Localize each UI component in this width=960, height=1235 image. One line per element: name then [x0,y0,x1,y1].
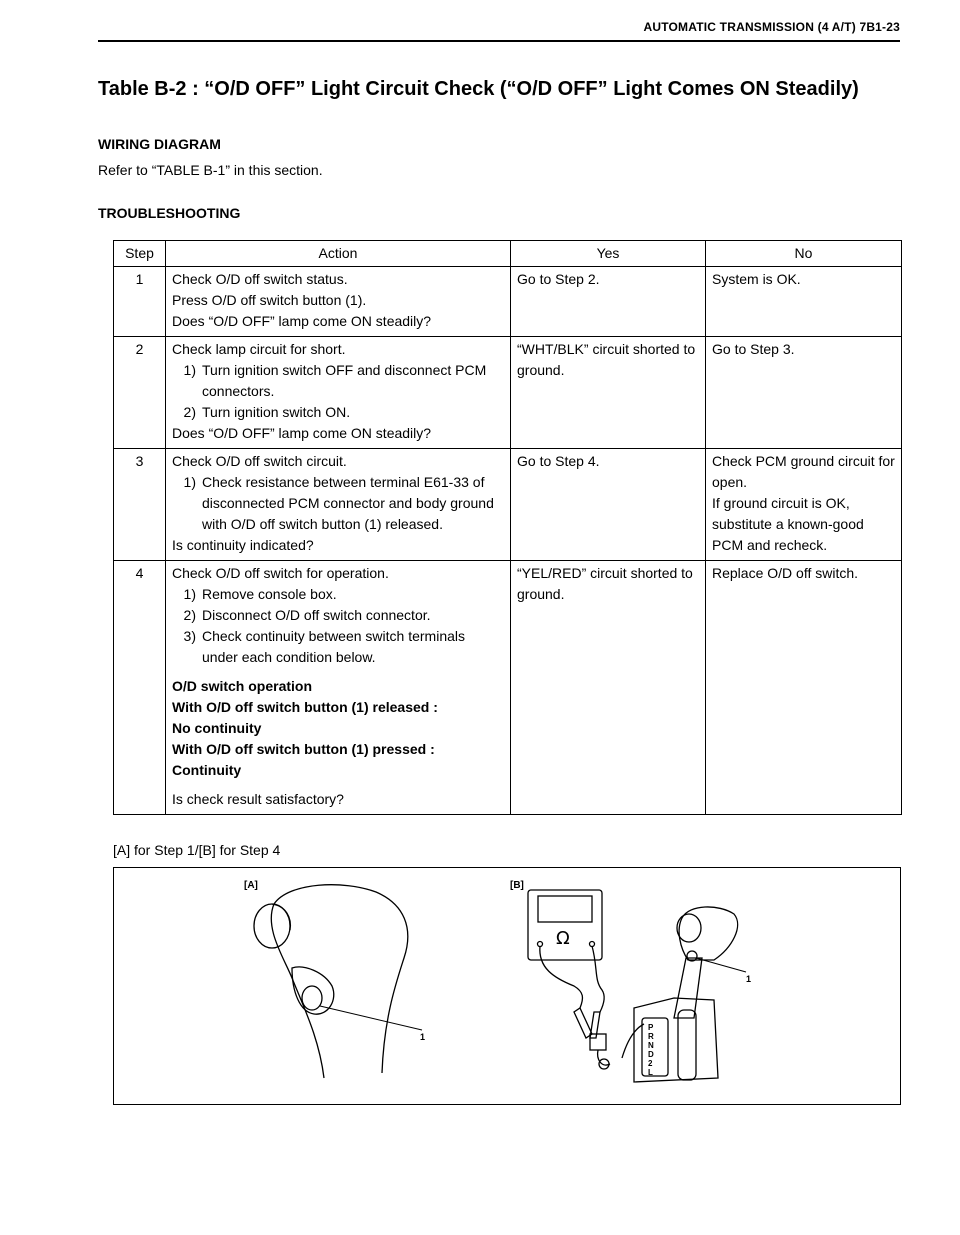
console-edge [622,1024,644,1058]
substep-number: 3) [183,628,196,644]
ohmmeter-body-icon [528,890,602,960]
knob-outline-right [274,885,408,1073]
callout-label: 1 [746,974,752,984]
shift-lever-icon [674,958,702,1018]
substep-text: Turn ignition switch ON. [202,404,351,420]
action-cell [166,449,511,561]
switch-illustration-figure [113,867,901,1105]
troubleshooting-heading: TROUBLESHOOTING [98,205,241,221]
table-row [114,561,902,815]
substep-number: 1) [183,474,196,490]
substep-text: Disconnect O/D off switch connector. [202,607,431,623]
substep-text: Check resistance between terminal E61-33 of disconnected PCM connector and body ground with O/D off switch button (1) released. [202,474,494,532]
spec-line: No continuity [172,720,262,736]
gate-letter: 2 [648,1059,653,1068]
action-substep [172,360,504,402]
action-line: Press O/D off switch button (1). [172,292,367,308]
shift-gate-slot [678,1010,696,1080]
table-row [114,267,902,337]
table-row [114,449,902,561]
shift-knob-icon [679,907,738,960]
column-header-no: No [706,241,902,267]
header-rule [98,40,900,42]
substep-text: Check continuity between switch terminals under each condition below. [202,628,466,665]
panel-a-shift-knob [244,880,425,1078]
substep-number: 1) [183,586,196,602]
troubleshooting-table [113,240,902,815]
step-number: 2 [114,337,166,449]
action-substep [172,605,504,626]
table-header-row [114,241,902,267]
action-intro: Check O/D off switch for operation. [172,565,389,581]
gate-letter: N [648,1041,654,1050]
panel-b-label: [B] [510,880,524,891]
ohmmeter-display [538,896,592,922]
test-lead-wire [540,946,583,1008]
action-cell [166,337,511,449]
callout-line [320,1006,422,1030]
column-header-step: Step [114,241,166,267]
column-header-yes: Yes [511,241,706,267]
switch-connector-icon [590,1034,606,1050]
action-cell [166,561,511,815]
probe-icon [574,1008,592,1038]
no-cell: System is OK. [706,267,902,337]
action-substep [172,584,504,605]
column-header-action: Action [166,241,511,267]
action-substep [172,472,504,535]
action-substep [172,626,504,668]
action-line: Check O/D off switch status. [172,271,348,287]
illustration-svg [114,868,900,1104]
knob-cap-icon [677,914,701,942]
action-question: Does “O/D OFF” lamp come ON steadily? [172,425,432,441]
callout-label: 1 [420,1032,426,1042]
action-intro: Check lamp circuit for short. [172,341,346,357]
running-head: AUTOMATIC TRANSMISSION (4 A/T) 7B1-23 [643,20,900,34]
meter-terminal [538,942,543,947]
page-title: Table B-2 : “O/D OFF” Light Circuit Check (“O/D OFF” Light Comes ON Steadily) [98,78,859,100]
switch-operation-spec [172,676,504,781]
action-substep [172,402,504,423]
figure-caption: [A] for Step 1/[B] for Step 4 [113,842,281,858]
panel-b-continuity-check [510,880,751,1082]
substep-number: 2) [183,607,196,623]
action-cell [166,267,511,337]
spec-line: O/D switch operation [172,678,313,694]
gate-letter: R [648,1032,654,1041]
yes-cell: “WHT/BLK” circuit shorted to ground. [511,337,706,449]
spec-line: Continuity [172,762,242,778]
ohm-symbol: Ω [556,928,570,949]
no-line: Check PCM ground circuit for open. [712,453,895,490]
connector-plug [599,1059,609,1069]
meter-terminal [590,942,595,947]
table-row [114,337,902,449]
gate-letter: L [648,1068,653,1077]
yes-cell: “YEL/RED” circuit shorted to ground. [511,561,706,815]
wiring-diagram-heading: WIRING DIAGRAM [98,136,221,152]
action-line: Does “O/D OFF” lamp come ON steadily? [172,313,432,329]
substep-text: Turn ignition switch OFF and disconnect PCM connectors. [202,362,487,399]
button-recess [292,967,334,1014]
gate-letter: P [648,1023,654,1032]
yes-cell: Go to Step 2. [511,267,706,337]
action-question: Is check result satisfactory? [172,791,344,807]
knob-outline-left [271,904,324,1078]
substep-number: 2) [183,404,196,420]
yes-cell: Go to Step 4. [511,449,706,561]
callout-line [696,958,746,972]
step-number: 1 [114,267,166,337]
no-cell: Go to Step 3. [706,337,902,449]
step-number: 3 [114,449,166,561]
wiring-diagram-text: Refer to “TABLE B-1” in this section. [98,162,323,178]
spec-line: With O/D off switch button (1) released : [172,699,438,715]
knob-cap-edge [272,904,290,930]
no-cell [706,449,902,561]
gate-letter: D [648,1050,654,1059]
no-cell: Replace O/D off switch. [706,561,902,815]
no-line: If ground circuit is OK, substitute a known-good PCM and recheck. [712,495,864,553]
spec-line: With O/D off switch button (1) pressed : [172,741,435,757]
action-intro: Check O/D off switch circuit. [172,453,347,469]
substep-text: Remove console box. [202,586,337,602]
substep-number: 1) [183,362,196,378]
action-question: Is continuity indicated? [172,537,314,553]
step-number: 4 [114,561,166,815]
shift-indicator-plate [642,1018,668,1076]
panel-a-label: [A] [244,880,258,891]
od-off-button-icon [302,986,322,1010]
